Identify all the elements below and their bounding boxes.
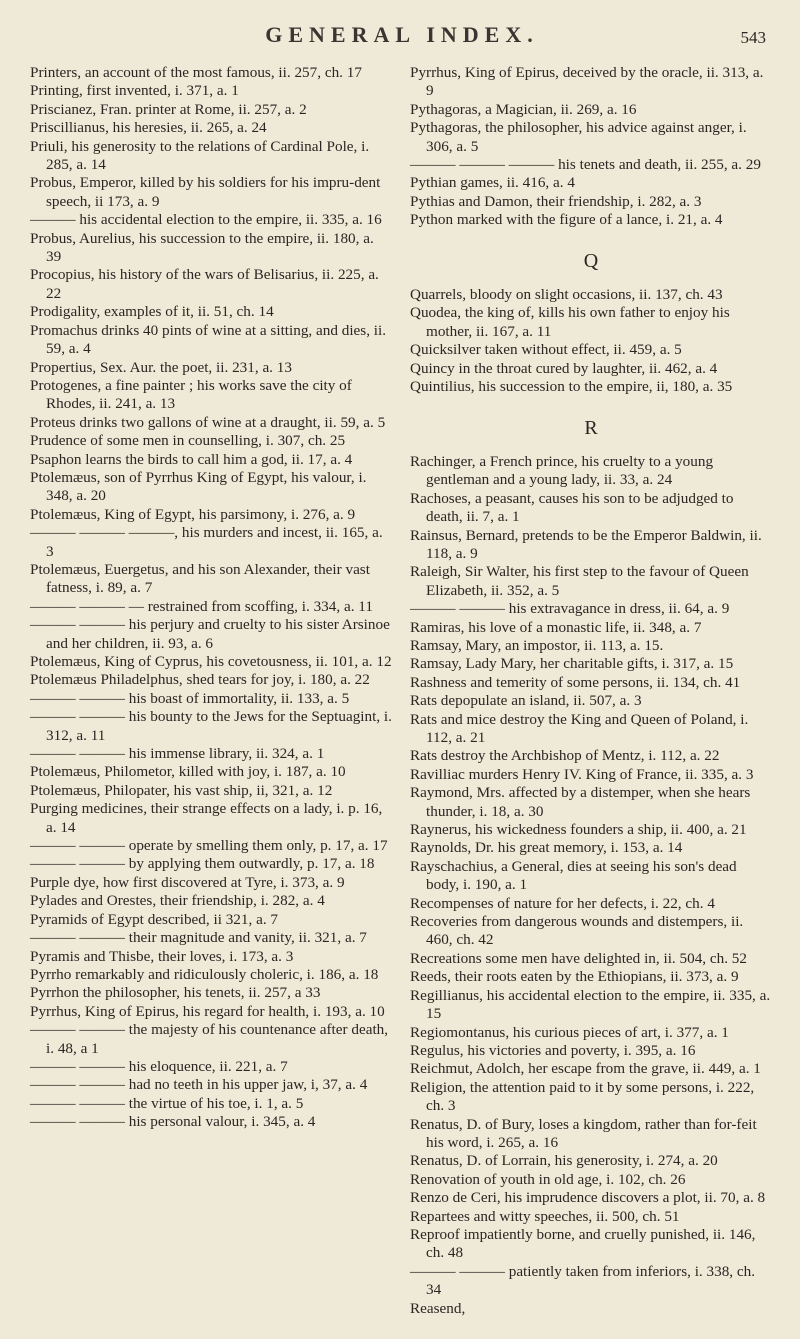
index-entry: Reproof impatiently borne, and cruelly punished, ii. 146, ch. 48 [410,1225,756,1262]
index-entry: Pyrrhus, King of Epirus, deceived by the oracle, ii. 313, a. 9 [410,64,764,100]
index-entry: Ramsay, Mary, an impostor, ii. 113, a. 15. [410,636,664,654]
index-entry: Pyrrhon the philosopher, his tenets, ii. 257, a 33 [30,984,321,1002]
index-entry: ——— his accidental election to the empire, ii. 335, a. 16 [30,211,382,229]
index-entry: ——— ——— operate by smelling them only, p. 17, a. 17 [30,837,388,855]
entries-q [410,286,772,396]
index-entry: Ravilliac murders Henry IV. King of France, ii. 335, a. 3 [410,765,754,783]
index-entry: Quarrels, bloody on slight occasions, ii. 137, ch. 43 [410,286,723,304]
index-entry: Rats depopulate an island, ii. 507, a. 3 [410,692,642,710]
index-entry: Quicksilver taken without effect, ii. 459, a. 5 [410,341,682,359]
index-entry: ——— ——— the virtue of his toe, i. 1, a. 5 [30,1094,304,1112]
right-column [410,64,772,1318]
index-entry: Rashness and temerity of some persons, ii. 134, ch. 41 [410,673,741,691]
index-entry: ——— ——— his extravagance in dress, ii. 64, a. 9 [410,600,730,618]
index-entry: Pyramids of Egypt described, ii 321, a. 7 [30,910,279,928]
index-entry: Purple dye, how first discovered at Tyre, i. 373, a. 9 [30,873,345,891]
index-entry: Raynolds, Dr. his great memory, i. 153, a. 14 [410,839,683,857]
index-entry: Ramiras, his love of a monastic life, ii. 348, a. 7 [410,618,702,636]
index-entry: ——— ——— the majesty of his countenance after death, i. 48, a 1 [30,1021,389,1057]
index-entry: Pyrrhus, King of Epirus, his regard for health, i. 193, a. 10 [30,1002,385,1020]
index-entry: Renatus, D. of Lorrain, his generosity, i. 274, a. 20 [410,1152,718,1170]
left-column [30,64,392,1318]
index-entry: Ptolemæus, Philometor, killed with joy, i. 187, a. 10 [30,763,346,781]
index-entry: Purging medicines, their strange effects on a lady, i. p. 16, a. 14 [30,800,383,836]
index-entry: ——— ——— — restrained from scoffing, i. 334, a. 11 [30,597,373,615]
index-entry: Reeds, their roots eaten by the Ethiopians, ii. 373, a. 9 [410,968,739,986]
index-entry: Priuli, his generosity to the relations of Cardinal Pole, i. 285, a. 14 [30,137,370,174]
entries-r [410,453,772,1318]
index-entry: Regulus, his victories and poverty, i. 395, a. 16 [410,1041,696,1059]
index-entry: Quincy in the throat cured by laughter, ii. 462, a. 4 [410,359,718,377]
index-entry: Printing, first invented, i. 371, a. 1 [30,82,239,100]
index-entry: Ptolemæus, King of Egypt, his parsimony, i. 276, a. 9 [30,505,356,523]
page-number: 543 [740,28,766,47]
index-entry: Python marked with the figure of a lance, i. 21, a. 4 [410,211,723,229]
index-entry: Pyrrho remarkably and ridiculously choleric, i. 186, a. 18 [30,965,379,983]
index-entry: ——— ——— patiently taken from inferiors, i. 338, ch. 34 [410,1262,756,1299]
index-entry: Pythias and Damon, their friendship, i. 282, a. 3 [410,192,702,210]
index-entry: Priscillianus, his heresies, ii. 265, a. 24 [30,119,267,137]
index-entry: Renovation of youth in old age, i. 102, ch. 26 [410,1170,686,1188]
section-letter-q: Q [583,249,599,272]
index-entry: Priscianez, Fran. printer at Rome, ii. 257, a. 2 [30,100,307,118]
index-entry: Recompenses of nature for her defects, i. 22, ch. 4 [410,894,715,912]
index-entry: Renatus, D. of Bury, loses a kingdom, rather than for-feit his word, i. 265, a. 16 [410,1115,757,1151]
index-entry: Ramsay, Lady Mary, her charitable gifts, i. 317, a. 15 [410,655,734,673]
index-entry: Ptolemæus, Philopater, his vast ship, ii, 321, a. 12 [30,781,333,799]
index-entry: Psaphon learns the birds to call him a god, ii. 17, a. 4 [30,450,353,468]
index-entry: Rayschachius, a General, dies at seeing his son's dead body, i. 190, a. 1 [410,857,737,894]
index-entry: Prodigality, examples of it, ii. 51, ch. 14 [30,303,274,321]
index-entry: Renzo de Ceri, his imprudence discovers a plot, ii. 70, a. 8 [410,1189,766,1207]
index-entry: ——— ——— his immense library, ii. 324, a. 1 [30,745,325,763]
index-entry: Rats destroy the Archbishop of Mentz, i. 112, a. 22 [410,747,720,765]
index-entry: Probus, Aurelius, his succession to the empire, ii. 180, a. 39 [30,229,374,266]
index-entry: Recreations some men have delighted in, ii. 504, ch. 52 [410,949,747,967]
index-entry: Recoveries from dangerous wounds and distempers, ii. 460, ch. 42 [410,913,744,949]
index-entry: Religion, the attention paid to it by some persons, i. 222, ch. 3 [410,1078,755,1115]
index-entry: ——— ——— his bounty to the Jews for the Septuagint, i. 312, a. 11 [30,708,392,744]
index-entry: Pythian games, ii. 416, a. 4 [410,174,575,192]
index-entry: ——— ——— ——— his tenets and death, ii. 255, a. 29 [410,156,761,174]
index-entry: Promachus drinks 40 pints of wine at a sitting, and dies, ii. 59, a. 4 [30,321,387,358]
index-entry: Proteus drinks two gallons of wine at a draught, ii. 59, a. 5 [30,413,386,431]
index-entry: Pylades and Orestes, their friendship, i. 282, a. 4 [30,892,325,910]
index-entry: ——— ——— his eloquence, ii. 221, a. 7 [30,1057,288,1075]
page-header [30,18,774,64]
index-entry: Reichmut, Adolch, her escape from the grave, ii. 449, a. 1 [410,1060,761,1078]
index-entry: ——— ——— their magnitude and vanity, ii. 321, a. 7 [30,929,367,947]
index-entry: ——— ——— his personal valour, i. 345, a. 4 [30,1113,316,1131]
index-entry: Prudence of some men in counselling, i. 307, ch. 25 [30,432,346,450]
index-entry: Repartees and witty speeches, ii. 500, ch. 51 [410,1207,680,1225]
index-entry: Pyramis and Thisbe, their loves, i. 173, a. 3 [30,947,294,965]
index-entry: Pythagoras, the philosopher, his advice against anger, i. 306, a. 5 [410,119,747,155]
index-entry: Raynerus, his wickedness founders a ship, ii. 400, a. 21 [410,821,747,839]
running-head: GENERAL INDEX. [265,22,539,47]
index-entry: Raleigh, Sir Walter, his first step to the favour of Queen Elizabeth, ii. 352, a. 5 [410,563,749,599]
index-entry: Propertius, Sex. Aur. the poet, ii. 231, a. 13 [30,358,292,376]
index-entry: Reasend, [410,1299,466,1317]
index-entry: ——— ——— had no teeth in his upper jaw, i, 37, a. 4 [30,1076,368,1094]
index-entry: Pythagoras, a Magician, ii. 269, a. 16 [410,100,637,118]
index-entry: Ptolemæus, Euergetus, and his son Alexander, their vast fatness, i. 89, a. 7 [30,560,370,597]
index-entry: Rainsus, Bernard, pretends to be the Emperor Baldwin, ii. 118, a. 9 [410,526,762,562]
index-entry: Quodea, the king of, kills his own father to enjoy his mother, ii. 167, a. 11 [410,304,730,340]
index-entry: Probus, Emperor, killed by his soldiers for his impru-dent speech, ii 173, a. 9 [30,174,381,210]
section-letter-r: R [584,416,598,439]
index-entry: Raymond, Mrs. affected by a distemper, when she hears thunder, i. 18, a. 30 [410,784,751,820]
index-entry: Rachoses, a peasant, causes his son to be adjudged to death, ii. 7, a. 1 [410,489,734,526]
index-entry: Regiomontanus, his curious pieces of art, i. 377, a. 1 [410,1023,729,1041]
index-entry: Regillianus, his accidental election to the empire, ii. 335, a. 15 [410,986,771,1023]
index-columns [30,64,774,1318]
index-entry: Ptolemæus, son of Pyrrhus King of Egypt, his valour, i. 348, a. 20 [30,468,367,505]
index-entry: Rats and mice destroy the King and Queen of Poland, i. 112, a. 21 [410,710,749,746]
index-entry: Protogenes, a fine painter ; his works save the city of Rhodes, ii. 241, a. 13 [30,376,352,413]
index-entry: ——— ——— his perjury and cruelty to his sister Arsinoe and her children, ii. 93, a. 6 [30,616,390,652]
index-entry: Printers, an account of the most famous, ii. 257, ch. 17 [30,64,362,81]
index-entry: ——— ——— his boast of immortality, ii. 133, a. 5 [30,689,350,707]
index-entry: ——— ——— ———, his murders and incest, ii. 165, a. 3 [30,524,383,560]
index-entry: Procopius, his history of the wars of Belisarius, ii. 225, a. 22 [30,266,379,302]
index-entry: Quintilius, his succession to the empire, ii, 180, a. 35 [410,378,733,396]
index-entry: Ptolemæus Philadelphus, shed tears for joy, i. 180, a. 22 [30,671,370,689]
index-entry: Rachinger, a French prince, his cruelty to a young gentleman and a young lady, ii. 33, a. 24 [410,452,714,489]
index-entry: ——— ——— by applying them outwardly, p. 17, a. 18 [30,855,375,873]
entries-p [410,64,772,230]
index-entry: Ptolemæus, King of Cyprus, his covetousness, ii. 101, a. 12 [30,653,392,670]
